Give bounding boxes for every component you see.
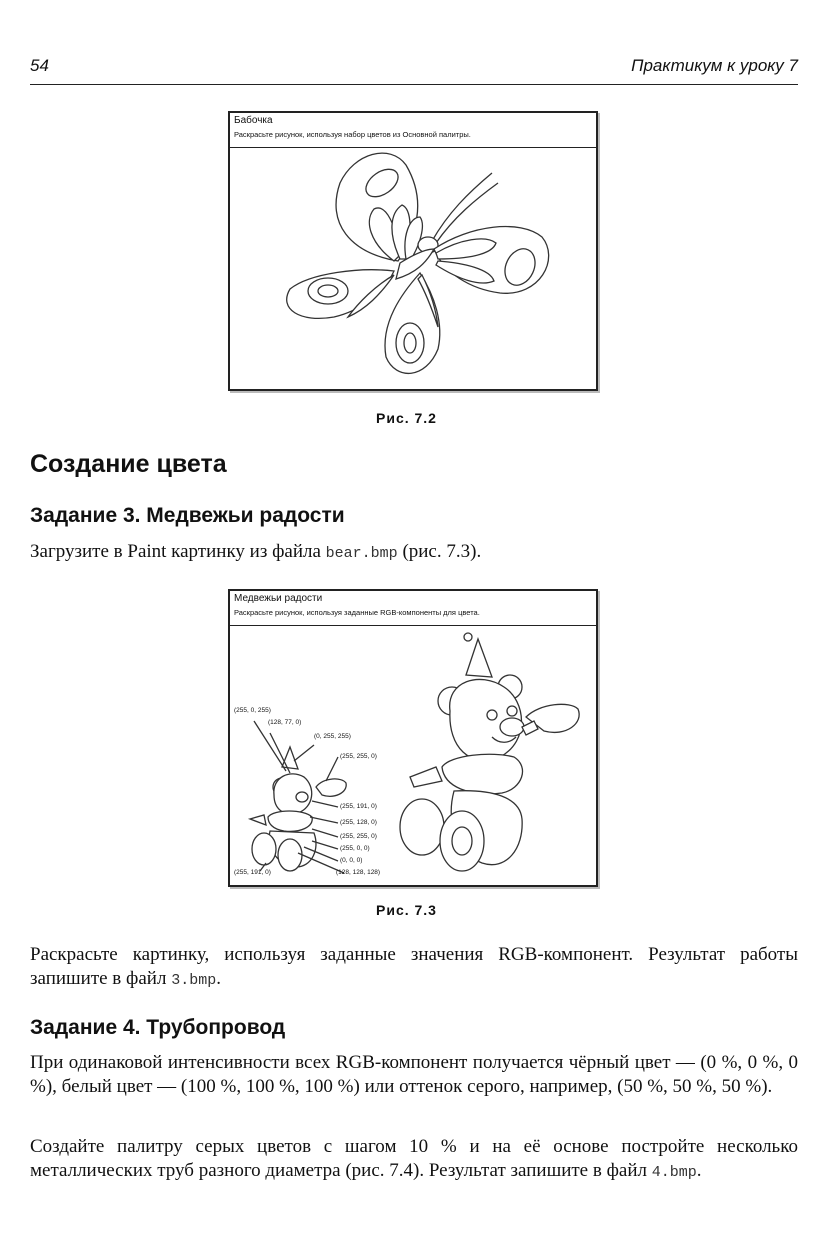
page-number: 54 xyxy=(30,56,49,75)
rgb-label-5: (255, 191, 0) xyxy=(340,803,377,810)
task4-paragraph-2-end: . xyxy=(696,1160,702,1181)
task3-body xyxy=(30,943,798,993)
task4-paragraph-2 xyxy=(30,1135,798,1185)
rgb-label-8: (255, 0, 0) xyxy=(340,845,370,852)
butterfly-figure-instruction: Раскрасьте рисунок, используя набор цветов из Основной палитры. xyxy=(234,130,471,139)
task4-paragraph-1: При одинаковой интенсивности всех RGB-компонент получается чёрный цвет — (0 %, 0 %, 0 %), белый цвет — (100 %, 100 %, 100 %) или оттенок серого, например, (50 %, 50 %, 50 %). xyxy=(30,1052,798,1097)
rgb-label-3: (0, 255, 255) xyxy=(314,733,351,740)
figure-7-2-caption: Рис. 7.2 xyxy=(376,410,437,426)
rgb-label-10: (128, 128, 128) xyxy=(336,869,381,876)
task3-body-end: . xyxy=(216,968,221,989)
task4-title: Задание 4. Трубопровод xyxy=(30,1016,286,1039)
butterfly-figure xyxy=(228,111,598,391)
bear-figure-instruction: Раскрасьте рисунок, используя заданные RGB-компоненты для цвета. xyxy=(234,608,480,617)
header-rule xyxy=(30,84,798,85)
butterfly-figure-title: Бабочка xyxy=(234,115,273,126)
rgb-label-9: (0, 0, 0) xyxy=(340,857,363,864)
bear-drawing xyxy=(230,591,596,885)
running-title: Практикум к уроку 7 xyxy=(631,56,798,75)
task4-paragraph-2-text: Создайте палитру серых цветов с шагом 10 % и на её основе постройте несколько металлических труб разного диаметра (рис. 7.4). Результат запишите в файл xyxy=(30,1136,798,1181)
bear-figure xyxy=(228,589,598,887)
rgb-label-2: (128, 77, 0) xyxy=(268,719,302,726)
task3-result-file: 3.bmp xyxy=(171,972,217,989)
rgb-label-6: (255, 128, 0) xyxy=(340,819,377,826)
task3-filename: bear.bmp xyxy=(325,545,398,562)
task3-intro-text-after: (рис. 7.3). xyxy=(397,541,482,562)
bear-figure-title: Медвежьи радости xyxy=(234,593,323,604)
task3-intro xyxy=(30,540,798,566)
rgb-label-4: (255, 255, 0) xyxy=(340,753,377,760)
task3-intro-text-before: Загрузите в Paint картинку из файла xyxy=(30,541,326,562)
figure-7-3-caption: Рис. 7.3 xyxy=(376,902,437,918)
task3-title: Задание 3. Медвежьи радости xyxy=(30,504,345,527)
task3-body-text: Раскрасьте картинку, используя заданные значения RGB-компонент. Результат работы запишите в файл xyxy=(30,944,798,989)
rgb-label-1: (255, 0, 255) xyxy=(234,707,271,714)
section-title: Создание цвета xyxy=(30,450,227,478)
rgb-label-11: (255, 191, 0) xyxy=(234,869,271,876)
rgb-label-7: (255, 255, 0) xyxy=(340,833,377,840)
butterfly-drawing xyxy=(230,113,596,389)
task4-result-file: 4.bmp xyxy=(651,1164,697,1181)
